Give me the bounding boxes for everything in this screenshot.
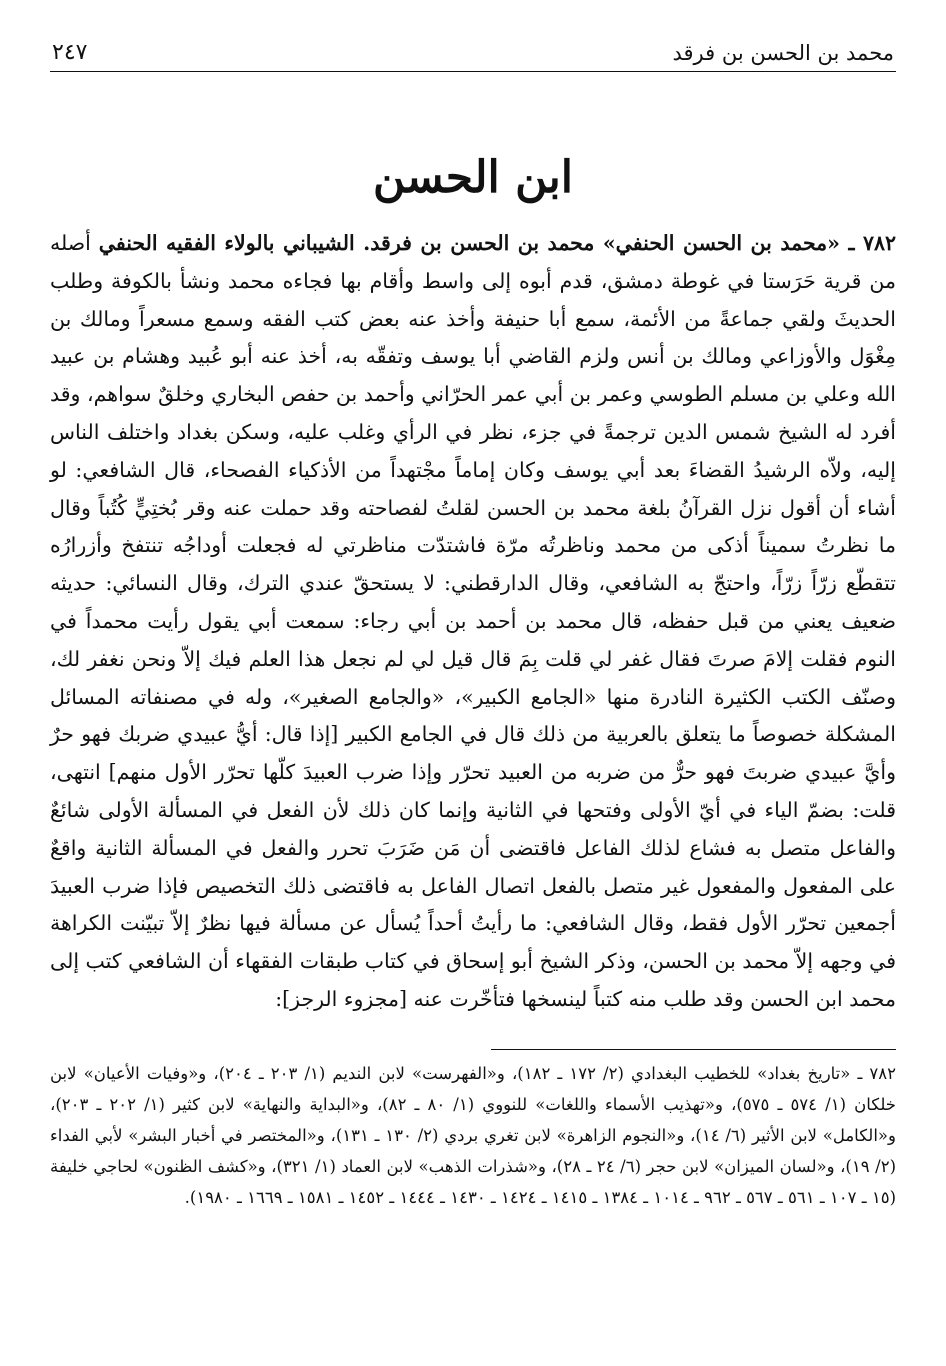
entry-heading: ٧٨٢ ـ «محمد بن الحسن الحنفي» محمد بن الحسن بن فرقد. الشيباني بالولاء الفقيه الحنفي — [98, 231, 896, 255]
entry-text: أصله من قرية حَرَستا في غوطة دمشق، قدم أبوه إلى واسط وأقام بها فجاءه محمد ونشأ بالكوفة وطلب الحديثَ ولقي جماعةً من الأئمة، سمع أبا حنيفة وأخذ عنه بعض كتب الفقه وسمع مسعراً ومالك بن مِغْوَل والأوزاعي ومالك بن أنس ولزم القاضي أبا يوسف وتفقّه به، أخذ عنه أبو عُبيد وهشام بن عبيد الله وعلي بن مسلم الطوسي وعمر بن أبي عمر الحرّاني وأحمد بن حفص البخاري وخلقٌ سواهم، وقد أفرد له الشيخ شمس الدين ترجمةً في جزء، نظر في الرأي وغلب عليه، وسكن بغداد واختلف الناس إليه، ولاّه الرشيدُ القضاءَ بعد أبي يوسف وكان إماماً مجْتهداً من الأذكياء الفصحاء، قال الشافعي: لو أشاء أن أقول نزل القرآنُ بلغة محمد بن الحسن لقلتُ لفصاحته وقد حملت عنه وقر بُختِيٍّ كُتُباً وقال ما نظرتُ سميناً أذكى من محمد وناظرتُه مرّة فاشتدّت مناظرتي له فجعلت أوداجُه تنتفخ وأزرارُه تتقطّع زرّاً زرّاً، واحتجّ به الشافعي، وقال الدارقطني: لا يستحقّ عندي الترك، وقال النسائي: حديثه ضعيف يعني من قبل حفظه، قال محمد بن أحمد بن أبي رجاء: سمعت أبي يقول رأيت محمداً في النوم فقلت إلامَ صرتَ فقال غفر لي قلت بِمَ قال قيل لي لم نجعل هذا العلم فيك إلاّ ونحن نغفر لك، وصنّف الكتب الكثيرة النادرة منها «الجامع الكبير»، «والجامع الصغير»، وله في مصنفاته المسائل المشكلة خصوصاً ما يتعلق بالعربية من ذلك قال في الجامع الكبير [إذا قال: أيُّ عبيدي ضربك فهو حرٌ وأيَّ عبيدي ضربتَ فهو حرٌّ من ضربه من العبيد تحرّر وإذا ضرب العبيدَ كلّها تحرّر الأول منهم] انتهى، قلت: بضمّ الياء في أيّ الأولى وفتحها في الثانية وإنما كان ذلك لأن الفعل في المسألة الأولى شائعٌ والفاعل متصل به فشاع لذلك الفاعل فاقتضى أن مَن ضَرَبَ تحرر والفعل في المسألة الثانية واقعٌ على المفعول والمفعول غير متصل بالفعل اتصال الفاعل به فاقتضى ذلك التخصيص فإذا ضرب العبيدَ أجمعين تحرّر الأول فقط، وقال الشافعي: ما رأيتُ أحداً يُسأل عن مسألة فيها نظرٌ إلاّ تبيّنت الكراهة في وجهه إلاّ محمد بن الحسن، وذكر الشيخ أبو إسحاق في كتاب طبقات الفقهاء أن الشافعي كتب إلى محمد ابن الحسن وقد طلب منه كتباً لينسخها فتأخّرت عنه [مجزوء الرجز]: — [50, 231, 896, 1011]
running-title: محمد بن الحسن بن فرقد — [672, 41, 894, 65]
section-title: ابن الحسن — [372, 152, 574, 203]
footnote-divider — [491, 1049, 896, 1050]
running-header — [50, 40, 896, 72]
biography-entry — [50, 225, 896, 1019]
page-number: ٢٤٧ — [52, 40, 88, 65]
footnote-sources: ٧٨٢ ـ «تاريخ بغداد» للخطيب البغدادي (٢/ ١٧٢ ـ ١٨٢)، و«الفهرست» لابن النديم (١/ ٢٠٣ ـ ٢٠٤)، و«وفيات الأعيان» لابن خلكان (١/ ٥٧٤ ـ ٥٧٥)، و«تهذيب الأسماء واللغات» للنووي (١/ ٨٠ ـ ٨٢)، و«البداية والنهاية» لابن كثير (١/ ٢٠٢ ـ ٢٠٣)، و«الكامل» لابن الأثير (٦/ ١٤)، و«النجوم الزاهرة» لابن تغري بردي (٢/ ١٣٠ ـ ١٣١)، و«المختصر في أخبار البشر» لأبي الفداء (٢/ ١٩)، و«لسان الميزان» لابن حجر (٦/ ٢٤ ـ ٢٨)، و«شذرات الذهب» لابن العماد (١/ ٣٢١)، و«كشف الظنون» لحاجي خليفة (١٥ ـ ١٠٧ ـ ٥٦١ ـ ٥٦٧ ـ ٩٦٢ ـ ١٠١٤ ـ ١٣٨٤ ـ ١٤١٥ ـ ١٤٢٤ ـ ١٤٣٠ ـ ١٤٤٤ ـ ١٤٥٢ ـ ١٥٨١ ـ ١٦٦٩ ـ ١٩٨٠). — [50, 1063, 897, 1207]
